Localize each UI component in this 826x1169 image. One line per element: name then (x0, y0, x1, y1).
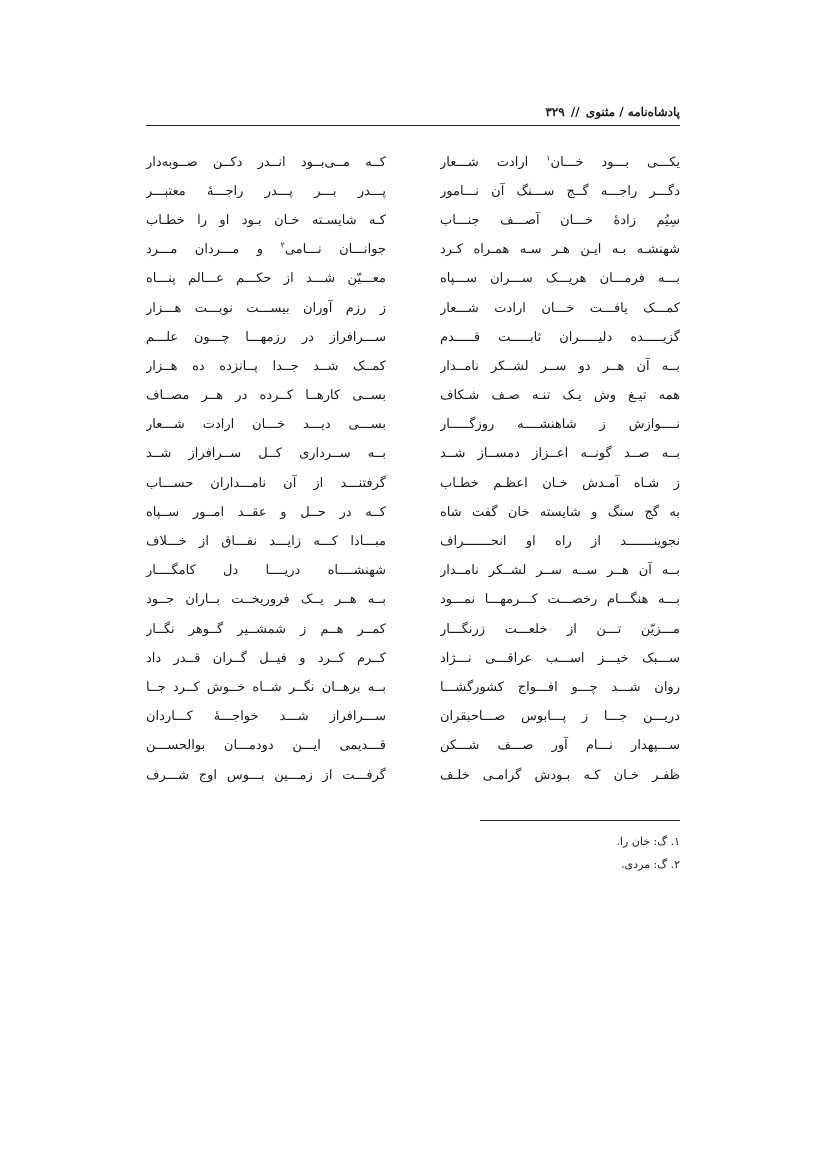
running-header (146, 100, 680, 124)
hemistich-text: کمـــک یافـــت خـــان ارادت شـــعار (440, 300, 680, 316)
hemistich-first (440, 532, 680, 552)
hemistich-second (146, 299, 386, 319)
hemistich-first (440, 182, 680, 202)
hemistich-text: و مـــردان مـــرد (146, 242, 281, 258)
footnote-rule (480, 820, 680, 821)
page-number: ۳۲۹ (545, 105, 565, 119)
hemistich-second (146, 386, 386, 406)
hemistich-text: ز شـاه آمـدش خـان اعظـم خطـاب (440, 475, 680, 491)
hemistich-first (440, 240, 680, 260)
hemistich-first (440, 153, 680, 173)
couplet (146, 265, 680, 294)
hemistich-second (146, 736, 386, 756)
couplet (146, 411, 680, 440)
hemistich-text: بــه آن هــر ســه ســر لشــکر نامــدار (440, 563, 680, 579)
hemistich-text: ســـرافراز شـــد خواجـــهٔ کـــاردان (146, 709, 386, 725)
hemistich-second (146, 766, 386, 786)
couplet (146, 732, 680, 761)
hemistich-second (146, 357, 386, 377)
hemistich-first (440, 269, 680, 289)
hemistich-text: ارادت شـــعار (440, 154, 547, 170)
hemistich-first (440, 357, 680, 377)
hemistich-text: بســـی دیـــد خـــان ارادت شـــعار (146, 417, 386, 433)
couplet (146, 352, 680, 381)
hemistich-second (146, 415, 386, 435)
hemistich-text: ســـرافراز در رزمهـــا چـــون علـــم (146, 329, 386, 345)
couplet (146, 148, 680, 177)
hemistich-text: کــه مــی‌بــود انــدر دکــن صــوبه‌دار (146, 154, 386, 170)
hemistich-text: بـــه فرمـــان هریـــک ســـران ســـپاه (440, 271, 680, 287)
hemistich-text: ســـپهدار نـــام آور صـــف شـــکن (440, 738, 680, 754)
couplet (146, 469, 680, 498)
hemistich-first (440, 561, 680, 581)
hemistich-second (146, 649, 386, 669)
hemistich-text: بــه صــد گونــه اعــزاز دمســاز شــد (440, 446, 680, 462)
hemistich-text: همه تیـغ وش یـک تنـه صـف شـکاف (440, 388, 680, 404)
header-separator: // (570, 105, 580, 119)
hemistich-text: مبـــادا کـــه زایـــد نفـــاق از خـــلاف (146, 534, 386, 550)
couplet (146, 557, 680, 586)
footnote (480, 830, 680, 853)
hemistich-text: کــرم کــرد و فیــل گــران قــدر داد (146, 650, 386, 666)
hemistich-second (146, 532, 386, 552)
hemistich-first (440, 766, 680, 786)
hemistich-text: دگـــر راجـــه گــج ســـنگ آن نـــامور (440, 183, 680, 199)
hemistich-second (146, 561, 386, 581)
poem-body (146, 148, 680, 790)
hemistich-text: ز رزم آوران بیســـت نوبـــت هـــزار (146, 300, 386, 316)
hemistich-text: قـــدیمی ایـــن دودمـــان بوالحســـن (146, 738, 386, 754)
hemistich-first (440, 328, 680, 348)
couplet (146, 323, 680, 352)
hemistich-text: بــه هــر یــک فروریخــت بــاران جــود (146, 592, 386, 608)
hemistich-text: روان شـــد چـــو افـــواج کشورگشـــا (440, 679, 680, 695)
footnote (480, 853, 680, 876)
hemistich-first (440, 444, 680, 464)
hemistich-text: بــه ســرداری کــل ســرافراز شــد (146, 446, 386, 462)
footnote-reference[interactable]: ۱ (546, 153, 551, 163)
hemistich-first (440, 736, 680, 756)
hemistich-first (440, 620, 680, 640)
hemistich-first (440, 707, 680, 727)
hemistich-second (146, 620, 386, 640)
hemistich-text: نجوینـــــــد از راه او انحـــــــراف (440, 534, 680, 550)
hemistich-text: شهنشــــاه دریــــا دل کامگــــار (146, 563, 386, 579)
hemistich-first (440, 415, 680, 435)
couplet (146, 673, 680, 702)
hemistich-first (440, 386, 680, 406)
couplet (146, 644, 680, 673)
couplet (146, 382, 680, 411)
hemistich-text: گرفتنـــد از آن نامـــداران حســـاب (146, 475, 386, 491)
hemistich-text: به گج سنگ و شایسته خان گفت شاه (440, 504, 680, 520)
hemistich-text: سِیُم زادهٔ خـــان آصـــف جنـــاب (440, 212, 680, 228)
couplet (146, 177, 680, 206)
hemistich-second (146, 444, 386, 464)
hemistich-second (146, 240, 386, 260)
footnote-label: ۲. (670, 858, 680, 871)
hemistich-second (146, 474, 386, 494)
footnotes (480, 830, 680, 876)
hemistich-first (440, 211, 680, 231)
hemistich-text: دریـــن جـــا ز پـــابوس صـــاحبقران (440, 709, 680, 725)
hemistich-text: نــــوازش ز شاهنشــــه روزگـــــار (440, 417, 680, 433)
hemistich-text: بــه برهــان نگــر شــاه خــوش کــرد جــا (146, 679, 386, 695)
hemistich-second (146, 153, 386, 173)
hemistich-second (146, 269, 386, 289)
hemistich-first (440, 590, 680, 610)
couplet (146, 440, 680, 469)
hemistich-text: بـــه هنگـــام رخصـــت کـــرمهـــا نمـــود (440, 592, 680, 608)
hemistich-text: گزیـــــده دلیـــــران ثابـــــت قـــــدم (440, 329, 680, 345)
hemistich-second (146, 328, 386, 348)
hemistich-text: معـــیّن شـــد از حکـــم عـــالم پنـــاه (146, 271, 386, 287)
hemistich-first (440, 678, 680, 698)
hemistich-text: گرفـــت از زمـــین بـــوس اوج شـــرف (146, 767, 386, 783)
couplet (146, 498, 680, 527)
footnote-label: ۱. (670, 835, 680, 848)
hemistich-first (440, 649, 680, 669)
book-title: پادشاه‌نامه / مثنوی (585, 105, 680, 119)
hemistich-text: یکـــی بـــود خـــان (550, 154, 680, 170)
hemistich-first (440, 299, 680, 319)
footnote-reference[interactable]: ۲ (280, 240, 285, 250)
hemistich-text: بــه آن هــر دو ســر لشــکر نامــدار (440, 358, 680, 374)
hemistich-second (146, 590, 386, 610)
couplet (146, 294, 680, 323)
footnote-text: گ: مردی. (621, 858, 668, 871)
hemistich-text: کـه شایسـته خـان بـود او را خطـاب (146, 212, 386, 228)
couplet (146, 527, 680, 556)
couplet (146, 206, 680, 235)
hemistich-second (146, 707, 386, 727)
footnote-text: گ: خان را. (616, 835, 668, 848)
hemistich-second (146, 503, 386, 523)
hemistich-second (146, 678, 386, 698)
hemistich-text: کــه در حــل و عقــد امــور ســپاه (146, 504, 386, 520)
hemistich-text: ســـبک خیـــز اســـب عراقـــی نـــژاد (440, 650, 680, 666)
couplet (146, 586, 680, 615)
couplet (146, 615, 680, 644)
hemistich-first (440, 474, 680, 494)
hemistich-second (146, 211, 386, 231)
header-rule (146, 125, 680, 126)
hemistich-text: شهنشـه بـه ایـن هـر سـه همـراه کـرد (440, 242, 680, 258)
hemistich-text: جوانـــان نـــامی (284, 242, 386, 258)
couplet (146, 703, 680, 732)
couplet (146, 761, 680, 790)
hemistich-text: کمــک شــد جــدا پــانزده ده هــزار (146, 358, 386, 374)
hemistich-text: کمــر هــم ز شمشــیر گــوهر نگــار (146, 621, 386, 637)
hemistich-text: ظفـر خـان کـه بـودش گرامـی خلـف (440, 767, 680, 783)
couplet (146, 236, 680, 265)
hemistich-text: پـــدر بـــر پـــدر راجـــهٔ معتبـــر (146, 183, 386, 199)
hemistich-text: مـــزیّن تـــن از خلعـــت زرنگـــار (440, 621, 680, 637)
hemistich-first (440, 503, 680, 523)
hemistich-second (146, 182, 386, 202)
hemistich-text: بســی کارهــا کــرده در هــر مصــاف (146, 388, 386, 404)
